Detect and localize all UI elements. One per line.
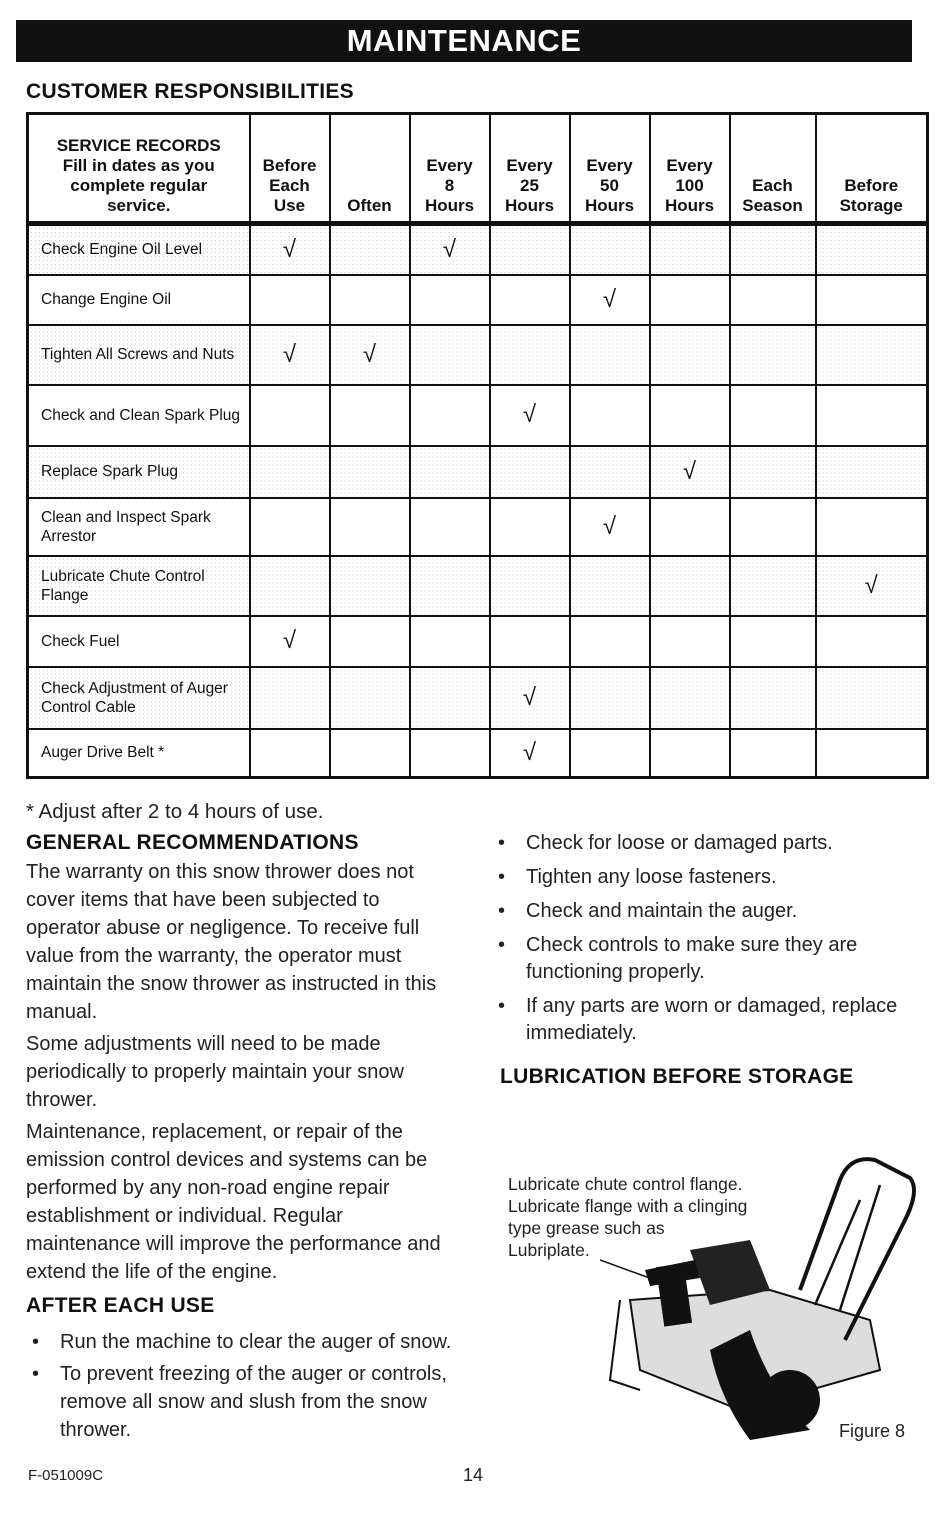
schedule-cell — [570, 446, 650, 498]
service-records-header — [28, 114, 250, 224]
schedule-cell — [816, 385, 928, 446]
figure-caption: Lubricate chute control flange. Lubricate flange with a clinging type grease such as Lubriplate. — [508, 1174, 748, 1260]
schedule-cell — [570, 385, 650, 446]
schedule-cell — [250, 325, 330, 385]
schedule-cell — [330, 385, 410, 446]
task-cell: Check Adjustment of Auger Control Cable — [28, 667, 250, 729]
after-each-use-list — [26, 1328, 456, 1444]
schedule-cell — [730, 616, 816, 667]
task-cell: Auger Drive Belt * — [28, 729, 250, 778]
schedule-cell — [650, 616, 730, 667]
task-cell: Check and Clean Spark Plug — [28, 385, 250, 446]
schedule-cell — [410, 616, 490, 667]
checkmark-icon: √ — [682, 457, 697, 485]
schedule-cell — [330, 325, 410, 385]
table-row — [28, 325, 928, 385]
schedule-cell — [816, 275, 928, 325]
schedule-cell — [330, 446, 410, 498]
task-cell: Replace Spark Plug — [28, 446, 250, 498]
header-line: Season — [742, 196, 803, 215]
schedule-cell — [730, 498, 816, 556]
list-item-text: To prevent freezing of the auger or controls, remove all snow and slush from the snow thrower. — [60, 1363, 447, 1441]
page-number: 14 — [463, 1465, 484, 1485]
col-often — [330, 114, 410, 224]
schedule-cell — [816, 616, 928, 667]
list-item-text: Check for loose or damaged parts. — [526, 832, 833, 854]
schedule-cell — [250, 729, 330, 778]
task-cell: Tighten All Screws and Nuts — [28, 325, 250, 385]
task-cell: Check Fuel — [28, 616, 250, 667]
col-every-100-hours — [650, 114, 730, 224]
list-item — [492, 932, 922, 986]
header-line: Hours — [584, 196, 635, 215]
schedule-cell — [570, 325, 650, 385]
schedule-cell — [490, 616, 570, 667]
list-item-text: Check controls to make sure they are functioning properly. — [526, 934, 858, 983]
schedule-cell — [490, 325, 570, 385]
checkmark-icon: √ — [602, 285, 617, 313]
figure-label: Figure 8 — [839, 1421, 906, 1441]
bullet-icon: • — [498, 866, 506, 888]
header-line: Hours — [664, 196, 715, 215]
table-row — [28, 667, 928, 729]
schedule-cell — [816, 667, 928, 729]
general-paragraph: Some adjustments will need to be made periodically to properly maintain your snow thrower. — [26, 1033, 404, 1111]
schedule-cell — [330, 224, 410, 275]
schedule-cell — [490, 667, 570, 729]
schedule-cell — [816, 556, 928, 616]
schedule-cell — [730, 446, 816, 498]
col-every-25-hours — [490, 114, 570, 224]
bullet-icon: • — [498, 900, 506, 922]
header-line: 100 — [675, 176, 704, 195]
schedule-cell — [410, 556, 490, 616]
schedule-cell — [330, 556, 410, 616]
header-line: SERVICE RECORDS — [56, 136, 221, 155]
checkmark-icon: √ — [282, 627, 297, 654]
general-paragraph: Maintenance, replacement, or repair of the emission control devices and systems can be performed by any non-road engine repair establishment or individual. Regular maintenance will improve the performance and extend the life of the engine. — [26, 1121, 441, 1283]
checkmark-icon: √ — [282, 235, 297, 263]
table-row — [28, 616, 928, 667]
list-item — [492, 898, 922, 925]
header-line: Every — [426, 156, 473, 175]
schedule-cell — [570, 275, 650, 325]
list-item-text: If any parts are worn or damaged, replace immediately. — [526, 995, 898, 1044]
header-line: Use — [273, 196, 306, 215]
snow-thrower-illustration — [600, 1140, 930, 1450]
schedule-cell — [250, 498, 330, 556]
header-line: Hours — [504, 196, 555, 215]
checkmark-icon: √ — [522, 738, 537, 766]
schedule-cell — [410, 729, 490, 778]
schedule-cell — [650, 729, 730, 778]
table-row — [28, 446, 928, 498]
checkmark-icon: √ — [602, 512, 617, 540]
schedule-cell — [410, 325, 490, 385]
schedule-cell — [650, 556, 730, 616]
checkmark-icon: √ — [442, 235, 457, 263]
checkmark-icon: √ — [864, 571, 878, 599]
header-line: Every — [586, 156, 633, 175]
schedule-cell — [570, 224, 650, 275]
header-line: 25 — [520, 176, 539, 195]
schedule-cell — [650, 325, 730, 385]
schedule-cell — [650, 667, 730, 729]
schedule-cell — [650, 498, 730, 556]
schedule-cell — [730, 667, 816, 729]
list-item — [26, 1360, 456, 1444]
schedule-cell — [730, 385, 816, 446]
schedule-cell — [250, 616, 330, 667]
header-line: Every — [506, 156, 553, 175]
schedule-cell — [410, 385, 490, 446]
schedule-cell — [490, 385, 570, 446]
schedule-cell — [490, 498, 570, 556]
col-every-8-hours — [410, 114, 490, 224]
schedule-cell — [250, 224, 330, 275]
table-row — [28, 556, 928, 616]
schedule-cell — [816, 729, 928, 778]
col-each-season — [730, 114, 816, 224]
general-paragraph: The warranty on this snow thrower does not cover items that have been subjected to operator abuse or negligence. To receive full value from the warranty, the operator must maintain the snow thrower as instructed in this manual. — [26, 861, 437, 1023]
schedule-cell — [490, 224, 570, 275]
schedule-cell — [570, 498, 650, 556]
schedule-cell — [730, 729, 816, 778]
schedule-cell — [730, 556, 816, 616]
schedule-cell — [490, 729, 570, 778]
schedule-cell — [816, 325, 928, 385]
col-before-each-use — [250, 114, 330, 224]
bullet-icon: • — [498, 934, 506, 956]
customer-responsibilities-heading: CUSTOMER RESPONSIBILITIES — [26, 80, 354, 103]
schedule-cell — [730, 325, 816, 385]
checkmark-icon: √ — [522, 683, 537, 711]
schedule-cell — [410, 224, 490, 275]
schedule-cell — [490, 275, 570, 325]
header-line: Every — [666, 156, 713, 175]
list-item-text: Check and maintain the auger. — [526, 900, 798, 922]
schedule-cell — [410, 498, 490, 556]
schedule-cell — [570, 667, 650, 729]
list-item — [492, 993, 922, 1047]
bullet-icon: • — [32, 1363, 40, 1385]
table-row — [28, 224, 928, 275]
schedule-cell — [410, 667, 490, 729]
header-line: 50 — [600, 176, 619, 195]
schedule-cell — [730, 224, 816, 275]
schedule-cell — [650, 224, 730, 275]
task-cell: Check Engine Oil Level — [28, 224, 250, 275]
list-item-text: Tighten any loose fasteners. — [526, 866, 777, 888]
col-before-storage — [816, 114, 928, 224]
table-header-row — [28, 114, 928, 224]
list-item — [492, 864, 922, 891]
schedule-cell — [570, 616, 650, 667]
schedule-cell — [330, 498, 410, 556]
page-banner: MAINTENANCE — [16, 20, 912, 62]
after-each-use-heading: AFTER EACH USE — [26, 1294, 215, 1317]
schedule-cell — [490, 446, 570, 498]
schedule-cell — [816, 498, 928, 556]
list-item — [492, 830, 922, 857]
schedule-cell — [650, 385, 730, 446]
header-line: Before — [844, 176, 899, 195]
table-row — [28, 498, 928, 556]
checkmark-icon: √ — [362, 340, 377, 368]
list-item-text: Run the machine to clear the auger of snow. — [60, 1331, 452, 1353]
schedule-cell — [570, 729, 650, 778]
header-line: Each — [752, 176, 793, 195]
header-line: complete regular — [70, 176, 208, 195]
service-records-table — [26, 112, 929, 779]
header-line: Storage — [839, 196, 903, 215]
col-every-50-hours — [570, 114, 650, 224]
schedule-cell — [330, 616, 410, 667]
schedule-cell — [816, 446, 928, 498]
schedule-cell — [490, 556, 570, 616]
table-row — [28, 729, 928, 778]
header-line: service. — [107, 196, 171, 215]
header-line: Often — [347, 196, 392, 215]
schedule-cell — [650, 275, 730, 325]
table-row — [28, 275, 928, 325]
schedule-cell — [410, 446, 490, 498]
schedule-cell — [570, 556, 650, 616]
schedule-cell — [250, 556, 330, 616]
header-line: Before — [262, 156, 317, 175]
footnote: * Adjust after 2 to 4 hours of use. — [26, 800, 324, 823]
schedule-cell — [410, 275, 490, 325]
list-item — [26, 1328, 456, 1356]
schedule-cell — [250, 385, 330, 446]
header-line: Fill in dates as you — [62, 156, 215, 175]
inspection-list — [492, 830, 922, 1047]
header-line: Hours — [424, 196, 475, 215]
schedule-cell — [730, 275, 816, 325]
table-row — [28, 385, 928, 446]
lubrication-heading: LUBRICATION BEFORE STORAGE — [500, 1065, 854, 1088]
schedule-cell — [250, 275, 330, 325]
header-line: 8 — [444, 176, 455, 195]
schedule-cell — [250, 667, 330, 729]
schedule-cell — [650, 446, 730, 498]
schedule-cell — [250, 446, 330, 498]
checkmark-icon: √ — [282, 340, 297, 368]
schedule-cell — [330, 667, 410, 729]
schedule-cell — [330, 275, 410, 325]
task-cell: Clean and Inspect Spark Arrestor — [28, 498, 250, 556]
schedule-cell — [816, 224, 928, 275]
task-cell: Change Engine Oil — [28, 275, 250, 325]
general-recommendations-heading: GENERAL RECOMMENDATIONS — [26, 831, 359, 854]
bullet-icon: • — [498, 995, 506, 1017]
checkmark-icon: √ — [522, 401, 537, 428]
task-cell: Lubricate Chute Control Flange — [28, 556, 250, 616]
bullet-icon: • — [32, 1331, 40, 1353]
document-code: F-051009C — [28, 1467, 104, 1484]
header-line: Each — [269, 176, 310, 195]
service-table-body — [28, 224, 928, 778]
general-recommendations-body — [26, 858, 456, 1286]
bullet-icon: • — [498, 832, 506, 854]
schedule-cell — [330, 729, 410, 778]
